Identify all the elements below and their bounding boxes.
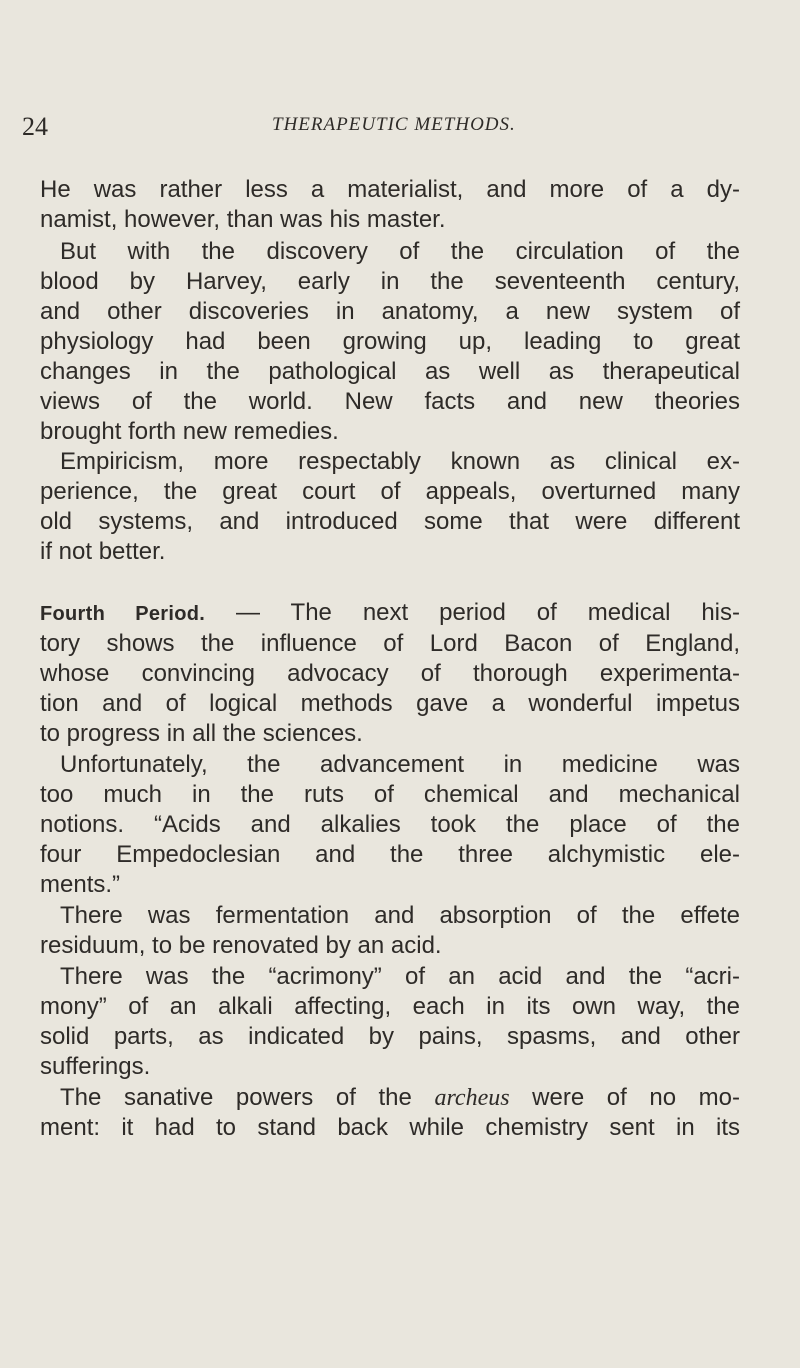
- text-line: notions. “Acids and alkalies took the place of the: [40, 811, 740, 838]
- text-line: residuum, to be renovated by an acid.: [40, 932, 442, 959]
- text-line: views of the world. New facts and new theories: [40, 388, 740, 415]
- text-line: too much in the ruts of chemical and mechanical: [40, 781, 740, 808]
- text-line: Empiricism, more respectably known as clinical ex-: [60, 448, 740, 475]
- text-line: He was rather less a materialist, and more of a dy-: [40, 176, 740, 203]
- text-fragment: were of no mo-: [509, 1084, 740, 1111]
- section-heading: Fourth Period.: [40, 603, 206, 625]
- text-line: changes in the pathological as well as therapeutical: [40, 358, 740, 385]
- text-line: ments.”: [40, 871, 121, 898]
- text-line: Unfortunately, the advancement in medicine was: [60, 751, 740, 778]
- text-line: perience, the great court of appeals, overturned many: [40, 478, 740, 505]
- text-line: blood by Harvey, early in the seventeenth century,: [40, 268, 740, 295]
- text-line: mony” of an alkali affecting, each in its own way, the: [40, 993, 740, 1020]
- text-line: sufferings.: [40, 1053, 151, 1080]
- section-heading-text: — The next period of medical his-: [205, 599, 740, 626]
- text-line: brought forth new remedies.: [40, 418, 339, 445]
- text-line: ment: it had to stand back while chemistry sent in its: [40, 1114, 740, 1141]
- text-line: tion and of logical methods gave a wonderful impetus: [40, 690, 740, 717]
- page-number: 24: [22, 112, 48, 141]
- text-line: whose convincing advocacy of thorough experimenta-: [40, 660, 740, 687]
- text-line: There was fermentation and absorption of the effete: [60, 902, 740, 929]
- text-line: But with the discovery of the circulation of the: [60, 238, 740, 265]
- text-line: if not better.: [40, 538, 166, 565]
- page-header: [22, 112, 782, 148]
- text-line: four Empedoclesian and the three alchymistic ele-: [40, 841, 740, 868]
- text-fragment: The sanative powers of the: [60, 1084, 435, 1111]
- running-head: THERAPEUTIC METHODS.: [272, 114, 516, 135]
- italic-term: archeus: [434, 1085, 510, 1111]
- text-line: and other discoveries in anatomy, a new system of: [40, 298, 740, 325]
- text-line: old systems, and introduced some that were different: [40, 508, 740, 535]
- text-line: to progress in all the sciences.: [40, 720, 363, 747]
- section-heading-line: [40, 598, 740, 628]
- text-line: namist, however, than was his master.: [40, 206, 446, 233]
- text-line: tory shows the influence of Lord Bacon of England,: [40, 630, 740, 657]
- text-line: [60, 1083, 740, 1113]
- text-line: solid parts, as indicated by pains, spasms, and other: [40, 1023, 740, 1050]
- text-line: There was the “acrimony” of an acid and the “acri-: [60, 963, 740, 990]
- text-line: physiology had been growing up, leading to great: [40, 328, 740, 355]
